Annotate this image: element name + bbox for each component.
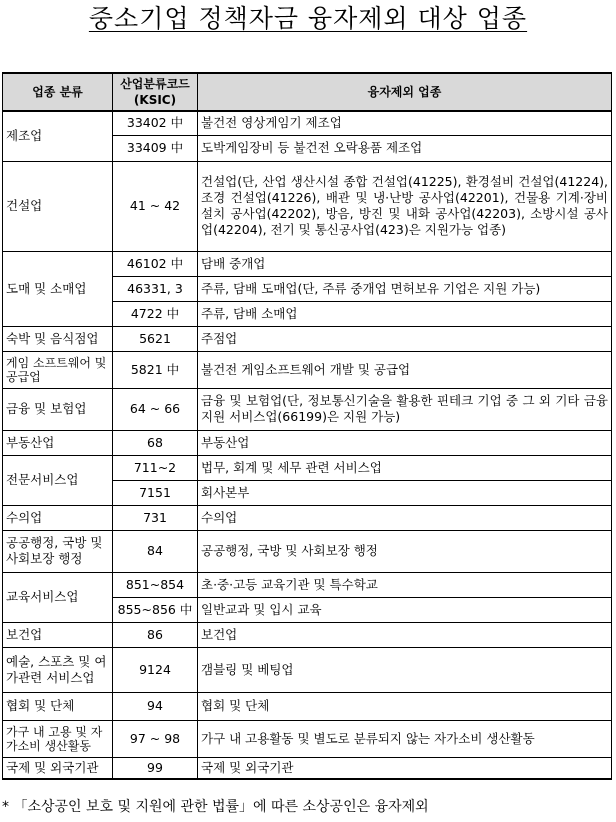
code-cell: 9124 xyxy=(113,647,198,692)
category-cell: 부동산업 xyxy=(3,430,113,455)
desc-cell: 건설업(단, 산업 생산시설 종합 건설업(41225), 환경설비 건설업(41224), 조경 건설업(41226), 배관 및 냉·난방 공사업(42201), 건물용 기계·장비 설치 공사업(42202), 방음, 방진 및 내화 공사업(42203), 소방시설 공사업(42204), 전기 및 통신공사업(423)은 지원가능 업종) xyxy=(198,161,612,251)
table-row xyxy=(3,757,612,779)
table-row xyxy=(3,351,612,388)
category-cell: 국제 및 외국기관 xyxy=(3,757,113,779)
category-cell: 협회 및 단체 xyxy=(3,692,113,720)
category-cell: 금융 및 보험업 xyxy=(3,388,113,430)
category-cell: 도매 및 소매업 xyxy=(3,251,113,326)
category-cell: 제조업 xyxy=(3,111,113,161)
code-cell: 711~2 xyxy=(113,455,198,480)
category-cell: 공공행정, 국방 및 사회보장 행정 xyxy=(3,530,113,572)
code-cell: 99 xyxy=(113,757,198,779)
code-cell: 64 ~ 66 xyxy=(113,388,198,430)
code-cell: 5621 xyxy=(113,326,198,351)
desc-cell: 법무, 회계 및 세무 관련 서비스업 xyxy=(198,455,612,480)
category-cell: 보건업 xyxy=(3,622,113,647)
desc-cell: 불건전 영상게임기 제조업 xyxy=(198,111,612,135)
code-cell: 731 xyxy=(113,505,198,530)
code-cell: 4722 中 xyxy=(113,301,198,326)
desc-cell: 회사본부 xyxy=(198,480,612,505)
table-row xyxy=(3,161,612,251)
header-category: 업종 분류 xyxy=(3,73,113,111)
footnote: * 「소상공인 보호 및 지원에 관한 법률」에 따른 소상공인은 융자제외 xyxy=(2,799,429,815)
category-cell: 건설업 xyxy=(3,161,113,251)
desc-cell: 협회 및 단체 xyxy=(198,692,612,720)
desc-cell: 금융 및 보험업(단, 정보통신기술을 활용한 핀테크 기업 중 그 외 기타 금융 지원 서비스업(66199)은 지원 가능) xyxy=(198,388,612,430)
category-cell: 예술, 스포츠 및 여가관련 서비스업 xyxy=(3,647,113,692)
code-cell: 97 ~ 98 xyxy=(113,720,198,757)
code-cell: 41 ~ 42 xyxy=(113,161,198,251)
category-cell: 전문서비스업 xyxy=(3,455,113,505)
desc-cell: 담배 중개업 xyxy=(198,251,612,276)
desc-cell: 보건업 xyxy=(198,622,612,647)
table-row xyxy=(3,692,612,720)
code-cell: 46331, 3 xyxy=(113,276,198,301)
header-ksic-code: 산업분류코드 (KSIC) xyxy=(113,73,198,111)
desc-cell: 주류, 담배 도매업(단, 주류 중개업 면허보유 기업은 지원 가능) xyxy=(198,276,612,301)
page-title: 중소기업 정책자금 융자제외 대상 업종 xyxy=(88,4,528,33)
table-row xyxy=(3,111,612,135)
header-excluded-industry: 융자제외 업종 xyxy=(198,73,612,111)
excluded-industry-table xyxy=(2,72,612,780)
desc-cell: 국제 및 외국기관 xyxy=(198,757,612,779)
table-row xyxy=(3,530,612,572)
table-header-row xyxy=(3,73,612,111)
table-row xyxy=(3,388,612,430)
desc-cell: 가구 내 고용활동 및 별도로 분류되지 않는 자가소비 생산활동 xyxy=(198,720,612,757)
desc-cell: 공공행정, 국방 및 사회보장 행정 xyxy=(198,530,612,572)
code-cell: 7151 xyxy=(113,480,198,505)
desc-cell: 초·중·고등 교육기관 및 특수학교 xyxy=(198,572,612,597)
desc-cell: 부동산업 xyxy=(198,430,612,455)
code-cell: 86 xyxy=(113,622,198,647)
desc-cell: 불건전 게임소프트웨어 개발 및 공급업 xyxy=(198,351,612,388)
table-row xyxy=(3,326,612,351)
desc-cell: 주점업 xyxy=(198,326,612,351)
table-row xyxy=(3,251,612,276)
table-row xyxy=(3,505,612,530)
desc-cell: 도박게임장비 등 불건전 오락용품 제조업 xyxy=(198,135,612,161)
code-cell: 5821 中 xyxy=(113,351,198,388)
code-cell: 68 xyxy=(113,430,198,455)
code-cell: 84 xyxy=(113,530,198,572)
desc-cell: 수의업 xyxy=(198,505,612,530)
code-cell: 855~856 中 xyxy=(113,597,198,622)
category-cell: 게임 소프트웨어 및 공급업 xyxy=(3,351,113,388)
code-cell: 33402 中 xyxy=(113,111,198,135)
code-cell: 851~854 xyxy=(113,572,198,597)
category-cell: 교육서비스업 xyxy=(3,572,113,622)
desc-cell: 일반교과 및 입시 교육 xyxy=(198,597,612,622)
table-row xyxy=(3,430,612,455)
code-cell: 33409 中 xyxy=(113,135,198,161)
category-cell: 가구 내 고용 및 자가소비 생산활동 xyxy=(3,720,113,757)
desc-cell: 갬블링 및 베팅업 xyxy=(198,647,612,692)
table-row xyxy=(3,455,612,480)
desc-cell: 주류, 담배 소매업 xyxy=(198,301,612,326)
code-cell: 46102 中 xyxy=(113,251,198,276)
table-row xyxy=(3,572,612,597)
table-row xyxy=(3,622,612,647)
table-row xyxy=(3,647,612,692)
category-cell: 수의업 xyxy=(3,505,113,530)
category-cell: 숙박 및 음식점업 xyxy=(3,326,113,351)
code-cell: 94 xyxy=(113,692,198,720)
table-row xyxy=(3,720,612,757)
